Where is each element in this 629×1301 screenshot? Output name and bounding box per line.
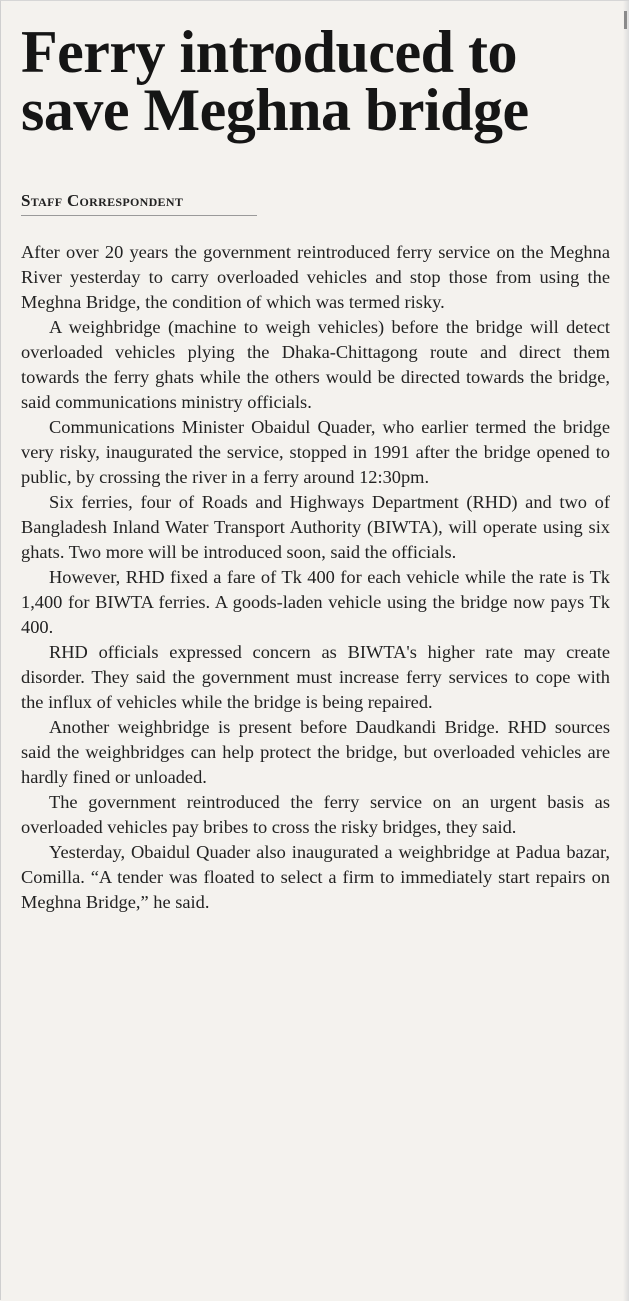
page-edge-shadow	[623, 1, 629, 1301]
article-body	[21, 240, 610, 915]
paragraph-3: Communications Minister Obaidul Quader, who earlier termed the bridge very risky, inaugurated the service, stopped in 1991 after the bridge opened to public, by crossing the river in a ferry around 12:30pm.	[21, 417, 610, 487]
headline-line-2: save Meghna bridge	[21, 77, 529, 143]
paragraph-2: A weighbridge (machine to weigh vehicles) before the bridge will detect overloaded vehicles plying the Dhaka-Chittagong route and direct them towards the ferry ghats while the others would be directed towards the bridge, said communications ministry officials.	[21, 317, 610, 412]
paragraph-5: However, RHD fixed a fare of Tk 400 for each vehicle while the rate is Tk 1,400 for BIWTA ferries. A goods-laden vehicle using the bridge now pays Tk 400.	[21, 567, 610, 637]
byline: Staff Correspondent	[21, 191, 257, 216]
paragraph-9: Yesterday, Obaidul Quader also inaugurated a weighbridge at Padua bazar, Comilla. “A tender was floated to select a firm to immediately start repairs on Meghna Bridge,” he said.	[21, 842, 610, 912]
headline	[21, 19, 621, 143]
paragraph-8: The government reintroduced the ferry service on an urgent basis as overloaded vehicles pay bribes to cross the risky bridges, they said.	[21, 792, 610, 837]
edge-mark	[624, 11, 627, 29]
headline-line-1: Ferry introduced to	[21, 19, 517, 85]
paragraph-4: Six ferries, four of Roads and Highways Department (RHD) and two of Bangladesh Inland Water Transport Authority (BIWTA), will operate using six ghats. Two more will be introduced soon, said the officials.	[21, 492, 610, 562]
paragraph-1: After over 20 years the government reintroduced ferry service on the Meghna River yesterday to carry overloaded vehicles and stop those from using the Meghna Bridge, the condition of which was termed risky.	[21, 242, 610, 312]
paragraph-6: RHD officials expressed concern as BIWTA's higher rate may create disorder. They said the government must increase ferry services to cope with the influx of vehicles while the bridge is being repaired.	[21, 642, 610, 712]
paragraph-7: Another weighbridge is present before Daudkandi Bridge. RHD sources said the weighbridges can help protect the bridge, but overloaded vehicles are hardly fined or unloaded.	[21, 717, 610, 787]
